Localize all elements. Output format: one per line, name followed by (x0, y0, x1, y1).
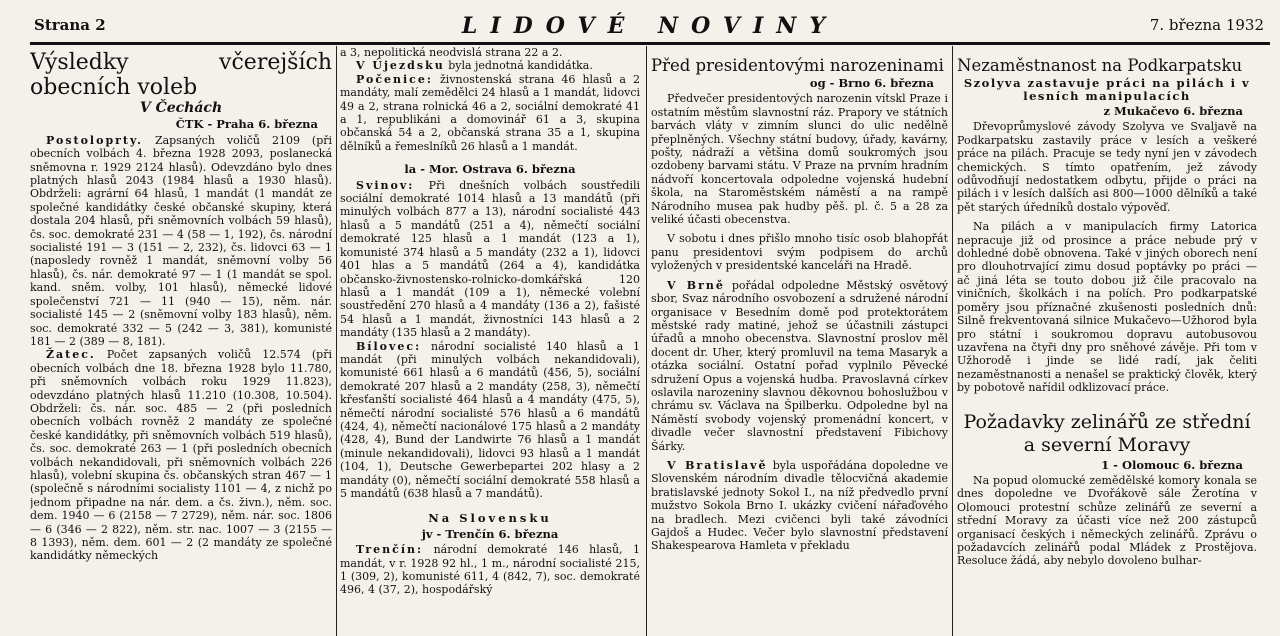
place-name: V Brně (667, 278, 725, 292)
article-paragraph (340, 340, 640, 501)
column-4 (957, 46, 1257, 636)
article-headline: Nezaměstnanost na Podkarpatsku (957, 56, 1243, 75)
place-name: Počenice: (356, 72, 433, 86)
article-dateline: 1 - Olomouc 6. března (1101, 457, 1243, 472)
article-paragraph (340, 73, 640, 153)
page-label: Strana 2 (34, 16, 106, 34)
column-rule (952, 46, 953, 636)
paragraph-text: živnostenská strana 46 hlasů a 2 mandáty, malí zemědělci 24 hlasů a 1 mandát, lidovci 49 a 2, strana rolnická 46 a 2, sociální demokraté 41 a 1, republikáni a domovinář 61 a 3, skupina občanská 54 a 2, občanská strana 35 a 1, skupina dělníků a řemeslníků 26 hlasů a 1 mandát. (340, 72, 640, 153)
article-paragraph (340, 59, 640, 72)
article-paragraph (30, 134, 332, 349)
article-paragraph: a 3, nepolitická neodvislá strana 22 a 2. (340, 46, 563, 59)
paragraph-text: byla uspořádána dopoledne ve Slovenském národním divadle tělocvičná akademie bratislavské jednoty Sokol I., na níž předvedlo první mužstvo Sokola Brno I. ukázky cvičení nářaďového na bradlech. Mezi cvičenci byli také závodníci Gajdoš a Hudec. Večer bylo slavnostní představení Shakespearova Hamleta v překladu (651, 458, 948, 553)
article-paragraph (651, 279, 948, 453)
column-3 (651, 46, 948, 636)
column-2 (340, 46, 640, 636)
place-name: Postoloprty. (46, 133, 143, 147)
article-paragraph: Předvečer presidentových narozenin vítskl Praze i ostatním městům slavnostní ráz. Prapory ve státních barvách vláty v zimním slunci do ulic nedělně přeplněných. Všechny státní budovy, úřady, kavárny, pošty, nádraží a většina domů soukromých jsou ozdobeny barvami státu. V Praze na prvním hradním nádvoří koncertovala odpoledne vojenská hudební škola, na Staroměstském náměstí a na rampě Národního musea pak hudby pěš. pl. č. 5 a 28 za veliké účasti obecenstva. (651, 92, 948, 227)
paragraph-text: pořádal odpoledne Městský osvětový sbor, Svaz národního osvobození a sdružené národní organisace v Besedním domě pod protektorátem městské rady matiné, jehož se účastnili zástupci úřadů a mnoho obecenstva. Slavnostní proslov měl docent dr. Uher, který promluvil na tema Masaryk a otázka sociální. Ostatní pořad vyplnilo Pěvecké sdružení Opus a vojenská hudba. Pravoslavná církev oslavila narozeniny slavnou děkovnou bohoslužbou v chrámu sv. Václava na Špilberku. Odpoledne byl na Náměstí svobody vojenský promenádní koncert, v divadle večer slavnostní představení Fibichovy Šárky. (651, 278, 948, 453)
article-paragraph (340, 543, 640, 597)
place-name: Žatec. (46, 348, 96, 362)
article-paragraph (30, 348, 332, 563)
masthead (30, 14, 1270, 45)
article-dateline: ČTK - Praha 6. března (175, 117, 318, 132)
article-dateline: la - Mor. Ostrava 6. března (404, 162, 576, 177)
paragraph-text: Při dnešních volbách soustředili sociální demokraté 1014 hlasů a 13 mandátů (při minulých volbách 877 a 13), národní socialisté 443 hlasů a 5 mandátů (251 a 4), němečtí sociální demokraté 125 hlasů a 1 mandát (123 a 1), komunisté 374 hlasů a 5 mandáty (232 a 1), lidovci 401 hlas a 5 mandátů (264 a 4), kandidátka občansko-živnostensko-rolnicko-domkářská 120 hlasů a 1 mandát (109 a 1), německé volební soustředění 270 hlasů a 4 mandáty (136 a 2), fašisté 54 hlasů a 1 mandát, živnostníci 143 hlasů a 2 mandáty (135 hlasů a 2 mandáty). (340, 178, 640, 340)
issue-date: 7. března 1932 (1149, 16, 1264, 34)
article-subhead: V Čechách (139, 100, 223, 116)
article-paragraph (340, 179, 640, 340)
article-headline: Výsledky včerejších obecních voleb (30, 50, 332, 100)
column-rule (336, 46, 337, 636)
article-dateline: og - Brno 6. března (809, 76, 934, 90)
paragraph-text: národní socialisté 140 hlasů a 1 mandát (při minulých volbách nekandidovali), komunisté 661 hlasů a 6 mandátů (456, 5), sociální demokraté 207 hlasů a 2 mandáty (258, 3), němečtí křesťanští socialisté 464 hlasů a 4 mandáty (475, 5), němečtí národní socialisté 576 hlasů a 6 mandátů (424, 4), němečtí nacionálové 175 hlasů a 2 mandáty (428, 4), Bund der Landwirte 76 hlasů a 1 mandát (minule nekandidovali), lidovci 93 hlasů a 1 mandát (104, 1), Deutsche Gewerbepartei 202 hlasy a 2 mandáty (0), němečtí sociální demokraté 558 hlasů a 5 mandátů (638 hlasů a 7 mandátů). (340, 339, 640, 500)
article-dateline: jv - Trenčín 6. března (421, 526, 559, 541)
column-1 (30, 46, 332, 636)
place-name: V Bratislavě (667, 458, 768, 472)
article-paragraph: Dřevoprůmyslové závody Szolyva ve Svaljavě na Podkarpatsku zastavily práce v lesích a veškeré práce na pilách. Pracuje se tedy nyní jen v závodech chemických. S tímto opatřením, jež závody odůvodňují nedostatkem odbytu, přijde o práci na pilách i v lesích dalších asi 800—1000 dělníků a také pět starých úředníků dostalo výpověď. (957, 120, 1257, 214)
paragraph-text: Zapsaných voličů 2109 (při obecních volbách 4. března 1928 2093, poslanecká sněmovna r. 1929 2124 hlasů). Odevzdáno bylo dnes platných hlasů 2043 (1984 hlasů a 1930 hlasů). Obdrželi: agrární 64 hlasů, 1 mandát (1 mandát ze společné kandidátky české občanské skupiny, která dostala 204 hlasů, při sněmovních volbách 59 hlasů), čs. soc. demokraté 231 — 4 (58 — 1, 192), čs. národní socialisté 191 — 3 (151 — 2, 232), čs. lidovci 63 — 1 (naposledy rovněž 1 mandát, sněmovní volby 56 hlasů), čs. nár. demokraté 97 — 1 (1 mandát se spol. kand. sněm. volby, 101 hlasů), německé lidové společenství 721 — 11 (940 — 15), něm. nár. socialisté 145 — 2 (sněmovní volby 183 hlasů), něm. soc. demokraté 332 — 5 (242 — 3, 381), komunisté 181 — 2 (389 — 8, 181). (30, 133, 332, 348)
paragraph-text: byla jednotná kandidátka. (448, 59, 593, 73)
article-headline: Před presidentovými narozeninami (651, 56, 944, 75)
article-paragraph: Na popud olomucké zemědělské komory konala se dnes dopoledne ve Dvořákově sále Žerotína v Olomouci protestní schůze zelinářů ze severní a střední Moravy za účasti více než 200 zástupců organisací českých i německých zelinářů. Zprávu o požadavcích zelinářů podal Mládek z Prostějova. Resoluce žádá, aby nebylo dovoleno bulhar- (957, 473, 1257, 568)
newspaper-title: LIDOVÉ NOVINY (461, 13, 839, 39)
article-headline: Požadavky zelinářů ze střední a severní Moravy (963, 410, 1251, 456)
article-paragraph: Na pilách a v manipulacích firmy Latorica nepracuje již od prosince a práce nebude prý v dohledné době obnovena. Také v jiných oborech není pro dlouhotrvající zimu dosud poptávky po práci — ač jiná léta se touto dobou již čile pracovalo na viničních, školkách i na polích. Pro podkarpatské poměry jsou příznačné zkušenosti posledních dnů: Silně frekventovaná silnice Mukačevo—Užhorod byla pro státní i soukromou dopravu autobusovou uzavřena na čtyři dny pro sněhové závěje. Při tom v Užhorodě i jinde se lidé radí, jak čeliti nezaměstnanosti a nenašel se praktický člověk, který by pobotově nařídil odklizovací práce. (957, 220, 1257, 395)
place-name: Trenčín: (356, 543, 424, 557)
place-name: Svinov: (356, 178, 415, 192)
place-name: Bílovec: (356, 339, 422, 353)
paragraph-text: národní demokraté 146 hlasů, 1 mandát, v r. 1928 92 hl., 1 m., národní socialisté 215, 1 (309, 2), komunisté 611, 4 (842, 7), soc. demokraté 496, 4 (37, 2), hospodářský (340, 543, 640, 597)
article-paragraph (651, 459, 948, 553)
place-name: V Újezdsku (356, 59, 445, 73)
column-rule (646, 46, 647, 636)
paragraph-text: Počet zapsaných voličů 12.574 (při obecních volbách dne 18. března 1928 bylo 11.780, při sněmovních volbách roku 1929 11.823), odevzdáno platných hlasů 11.210 (10.308, 10.504). Obdrželi: čs. nár. soc. 485 — 2 (při posledních obecních volbách rovněž 2 mandáty ze společné české kandidátky, při sněmovních volbách 519 hlasů), čs. soc. demokraté 263 — 1 (při posledních obecních volbách nekandidovali, při sněmovních volbách 226 hlasů), volební skupina čs. občanských stran 467 — 1 (společně s národními socialisty 1101 — 4, z nichž po jednom připadne na nár. dem. a čs. živn.), něm. soc. dem. 1940 — 6 (2158 — 7 2729), něm. nár. soc. 1806 — 6 (346 — 2 822), něm. str. nac. 1007 — 3 (2155 — 8 1393), něm. dem. 601 — 2 (2 mandáty ze společné kandidátky německých (30, 348, 332, 563)
article-paragraph: V sobotu i dnes přišlo mnoho tisíc osob blahopřát panu presidentovi svým podpisem do archů vyložených v presidentské kanceláři na Hradě. (651, 232, 948, 273)
article-dateline: z Mukačevo 6. března (1103, 104, 1243, 118)
section-heading: Na Slovensku (428, 511, 552, 526)
article-tagline: Szolyva zastavuje práci na pilách i v lesních manipulacích (963, 76, 1251, 103)
